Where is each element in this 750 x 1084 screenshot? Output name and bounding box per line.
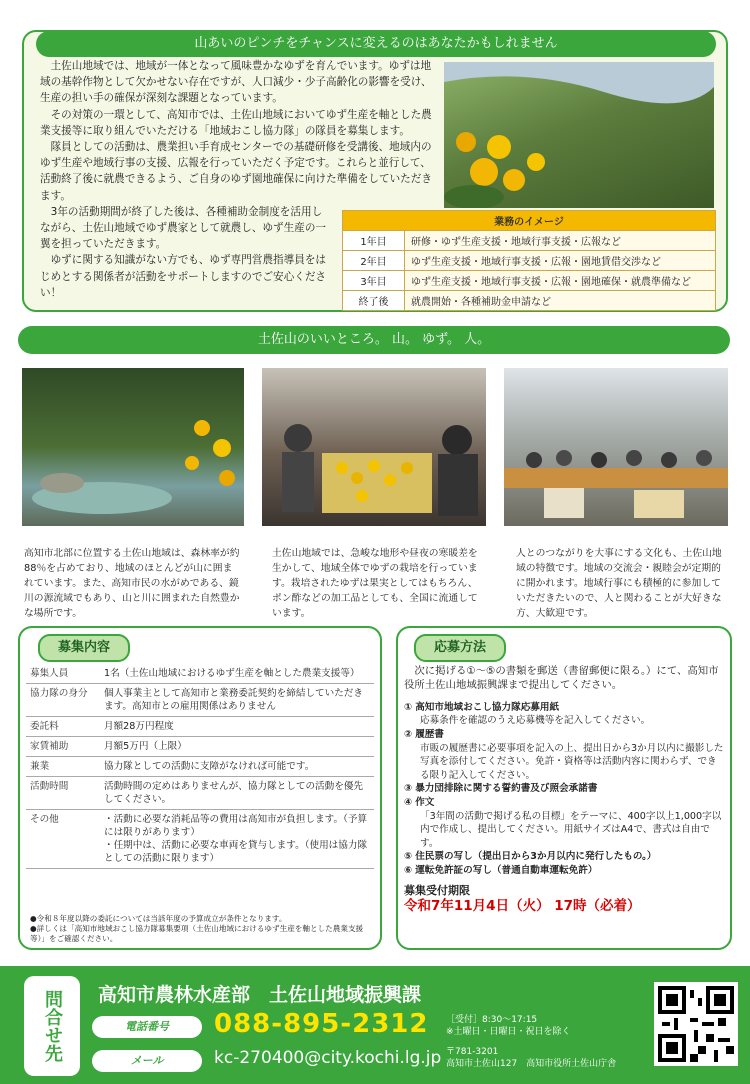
table-row: 1年目 研修・ゆず生産支援・地域行事支援・広報など xyxy=(343,231,716,251)
contact-address: 〒781-3201 高知市土佐山127 高知市役所土佐山庁舎 xyxy=(446,1047,617,1069)
yuzu-fruit-illustration xyxy=(444,62,714,208)
intro-paragraph: ゆずに関する知識がない方でも、ゆず専門営農指導員をはじめとする関係者が活動をサポートしますのでご安心ください！ xyxy=(40,254,327,299)
mail-address[interactable]: kc-270400@city.kochi.lg.jp xyxy=(214,1048,442,1068)
table-row: 活動時間 活動時間の定めはありませんが、協力隊としての活動を優先してください。 xyxy=(26,777,374,810)
intro-paragraph: 隊員としての活動は、農業担い手育成センターでの基礎研修を受講後、地域内のゆず生産や地域行事の支援、広報を行っていただく予定です。これらと並行して、活動終了後に就農できるよう、ご自身のゆず園地確保に向けた準備をしていただきます。 xyxy=(40,141,432,202)
task-table xyxy=(342,210,716,311)
qr-code[interactable] xyxy=(654,982,738,1066)
community-photo xyxy=(504,368,728,526)
intro-paragraph: その対策の一環として、高知市では、土佐山地域においてゆず生産を軸とした農業支援等に取り組んでいただける「地域おこし協力隊」の隊員を募集します。 xyxy=(40,108,432,137)
contact-vertical-label: 問合せ先 xyxy=(24,976,80,1076)
table-row: 募集人員 1名（土佐山地域におけるゆず生産を軸とした農業支援等） xyxy=(26,664,374,684)
contact-dept: 高知市農林水産部 土佐山地域振興課 xyxy=(98,984,422,1006)
contact-hours: ［受付］8:30～17:15 ※土曜日・日曜日・祝日を除く xyxy=(446,1015,571,1037)
table-row: 2年目 ゆず生産支援・地域行事支援・広報・園地賃借交渉など xyxy=(343,251,716,271)
recruit-notes: ●令和８年度以降の委託については当該年度の予算成立が条件となります。 ●詳しくは「高知市地域おこし協力隊募集要項（土佐山地域におけるゆず生産を軸とした農業支援等）」をご確認ください。 xyxy=(30,914,364,943)
list-item: ⑤ 住民票の写し（提出日から3か月以内に発行したもの。） xyxy=(404,851,657,863)
table-row: 終了後 就農開始・各種補助金申請など xyxy=(343,291,716,311)
recruit-title: 募集内容 xyxy=(38,634,130,662)
list-item: ⑥ 運転免許証の写し（普通自動車運転免許） xyxy=(404,864,598,876)
deadline-label: 募集受付期限 xyxy=(404,883,470,897)
river-illustration xyxy=(22,368,244,526)
intro-paragraph: 土佐山地域では、地域が一体となって風味豊かなゆずを育んでいます。ゆずは地域の基幹作物として欠かせない存在ですが、人口減少・少子高齢化の影響を受け、生産の担い手の確保が深刻な課題となっています。 xyxy=(40,60,432,105)
list-item: ② 履歴書 市販の履歴書に必要事項を記入の上、提出日から3か月以内に撮影した写真を添付してください。免許・資格等は活動内容に関わらず、できる限り記入してください。 xyxy=(404,729,724,781)
table-row: 3年目 ゆず生産支援・地域行事支援・広報・園地確保・就農準備など xyxy=(343,271,716,291)
recruit-table xyxy=(26,664,374,869)
good-points-heading: 土佐山のいいところ。 山。 ゆず。 人。 xyxy=(18,326,730,354)
people-caption: 人とのつながりを大事にする文化も、土佐山地域の特徴です。地域の交流会・親睦会が定期的に開かれます。地域行事にも積極的に参加していただきたいので、人と関わることが大好きな方、大歓迎です。 xyxy=(516,548,722,619)
table-row: 委託料 月額28万円程度 xyxy=(26,717,374,737)
deadline: 令和7年11月4日（火） 17時（必着） xyxy=(404,898,641,915)
phone-label: 電話番号 xyxy=(92,1016,202,1038)
mountain-caption: 高知市北部に位置する土佐山地域は、森林率が約88％を占めており、地域のほとんどが山に囲まれています。また、高知市民の水がめである、鏡川の源流域でもあり、山と川に囲まれた自然豊かな場所です。 xyxy=(24,548,240,619)
apply-content xyxy=(404,664,726,915)
list-item: ③ 暴力団排除に関する誓約書及び照会承諾書 xyxy=(404,783,598,795)
yuzu-caption: 土佐山地域では、急峻な地形や昼夜の寒暖差を生かして、地域全体でゆずの栽培を行っています。栽培されたゆずは果実としてはもちろん、ポン酢などの加工品としても、全国に流通しています。 xyxy=(272,548,478,619)
yuzu-orchard-photo xyxy=(444,62,714,208)
mail-label: メール xyxy=(92,1050,202,1072)
table-row: 家賃補助 月額5万円（上限） xyxy=(26,737,374,757)
task-table-header: 業務のイメージ xyxy=(343,211,716,231)
market-illustration xyxy=(262,368,486,526)
phone-number[interactable]: 088-895-2312 xyxy=(214,1009,429,1039)
river-photo xyxy=(22,368,244,526)
apply-lead: 次に掲げる①～⑤の書類を郵送（書留郵便に限る。）にて、高知市役所土佐山地域振興課まで提出してください。 xyxy=(404,665,719,692)
community-illustration xyxy=(504,368,728,526)
intro-heading: 山あいのピンチをチャンスに変えるのはあなたかもしれません xyxy=(36,31,716,57)
apply-title: 応募方法 xyxy=(414,634,506,662)
qr-code-icon xyxy=(658,986,734,1062)
table-row: 兼業 協力隊としての活動に支障がなければ可能です。 xyxy=(26,757,374,777)
table-row: 協力隊の身分 個人事業主として高知市と業務委託契約を締結していただきます。高知市との雇用関係はありません xyxy=(26,684,374,717)
intro-paragraph: 3年の活動期間が終了した後は、各種補助金制度を活用しながら、土佐山地域でゆず農家として就農し、ゆず生産の一翼を担っていただきます。 xyxy=(40,205,327,251)
list-item: ④ 作文 「3年間の活動で掲げる私の目標」をテーマに、400字以上1,000字以内で作成し、提出してください。用紙サイズはA4で、書式は自由です。 xyxy=(404,796,722,849)
market-photo xyxy=(262,368,486,526)
table-row: その他 ・活動に必要な消耗品等の費用は高知市が負担します。（予算には限りがあります） ・任期中は、活動に必要な車両を貸与します。（使用は協力隊としての活動に限ります） xyxy=(26,810,374,869)
list-item: ① 高知市地域おこし協力隊応募用紙 応募条件を確認のうえ応募機等を記入してください。 xyxy=(404,701,651,727)
